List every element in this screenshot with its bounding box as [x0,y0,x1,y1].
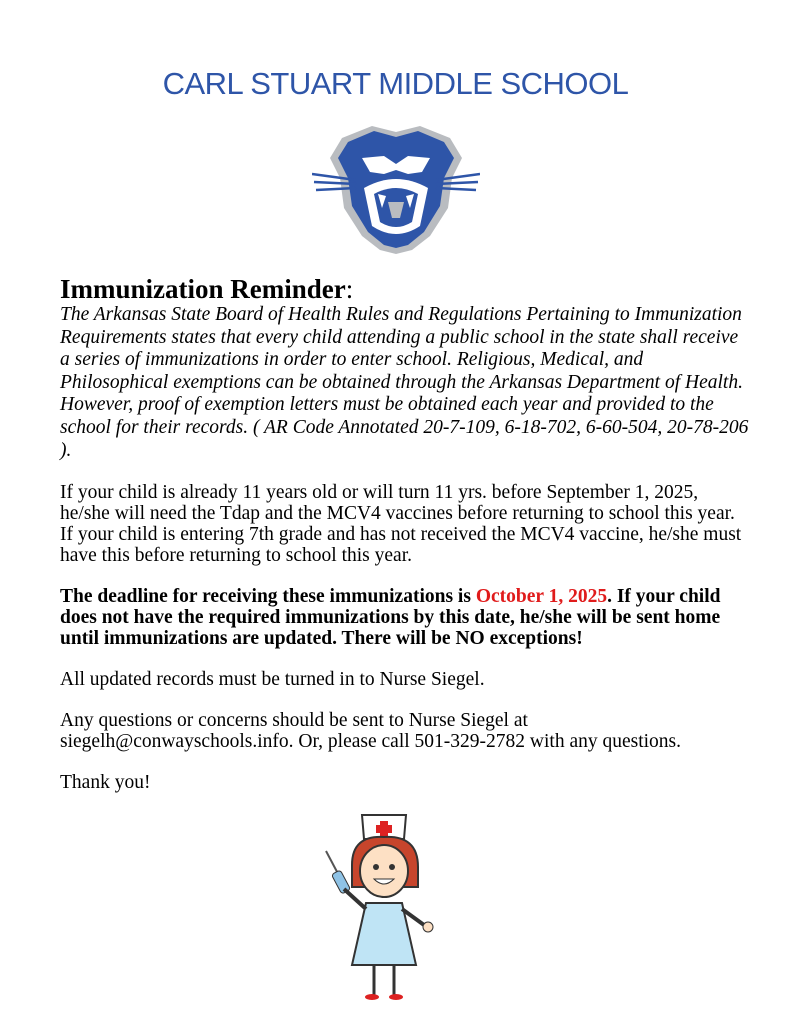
heading-colon: : [345,274,354,304]
vaccine-requirements-paragraph: If your child is already 11 years old or will turn 11 yrs. before September 1, 2025, he/she will need the Tdap and the MCV4 vaccines before returning to school this year. If your child is entering 7th grade and has not received the MCV4 vaccine, he/she must have this before returning to school this year. [60,482,742,567]
heading-text: Immunization Reminder [60,274,346,304]
closing-text: Thank you! [60,772,151,794]
deadline-suffix: . If your child does not have the required immunizations by this date, he/she will be sent home until immunizations are updated. There will be NO exceptions! [60,586,721,650]
notice-heading [60,274,750,304]
immunization-notice [60,274,750,813]
deadline-date: October 1, 2025 [475,586,608,608]
deadline-prefix: The deadline for receiving these immunizations is [60,586,476,608]
deadline-paragraph [60,586,750,649]
wildcat-mascot-logo [312,118,480,256]
school-title: CARL STUART MIDDLE SCHOOL [162,66,629,101]
regulation-paragraph: The Arkansas State Board of Health Rules and Regulations Pertaining to Immunization Requirements states that every child attending a public school in the state shall receive a series of immunizations in order to enter school. Religious, Medical, and Philosophical exemptions can be obtained through the Arkansas Department of Health. However, proof of exemption letters must be obtained each year and provided to the school for their records. ( AR Code Annotated 20-7-109, 6-18-702, 6-60-504, 20-78-206 ). [60,304,749,461]
contact-paragraph: Any questions or concerns should be sent to Nurse Siegel at siegelh@conwayschools.info. Or, please call 501-329-2782 with any questions. [60,710,682,753]
records-paragraph: All updated records must be turned in to Nurse Siegel. [60,669,485,691]
nurse-illustration [322,805,442,1005]
